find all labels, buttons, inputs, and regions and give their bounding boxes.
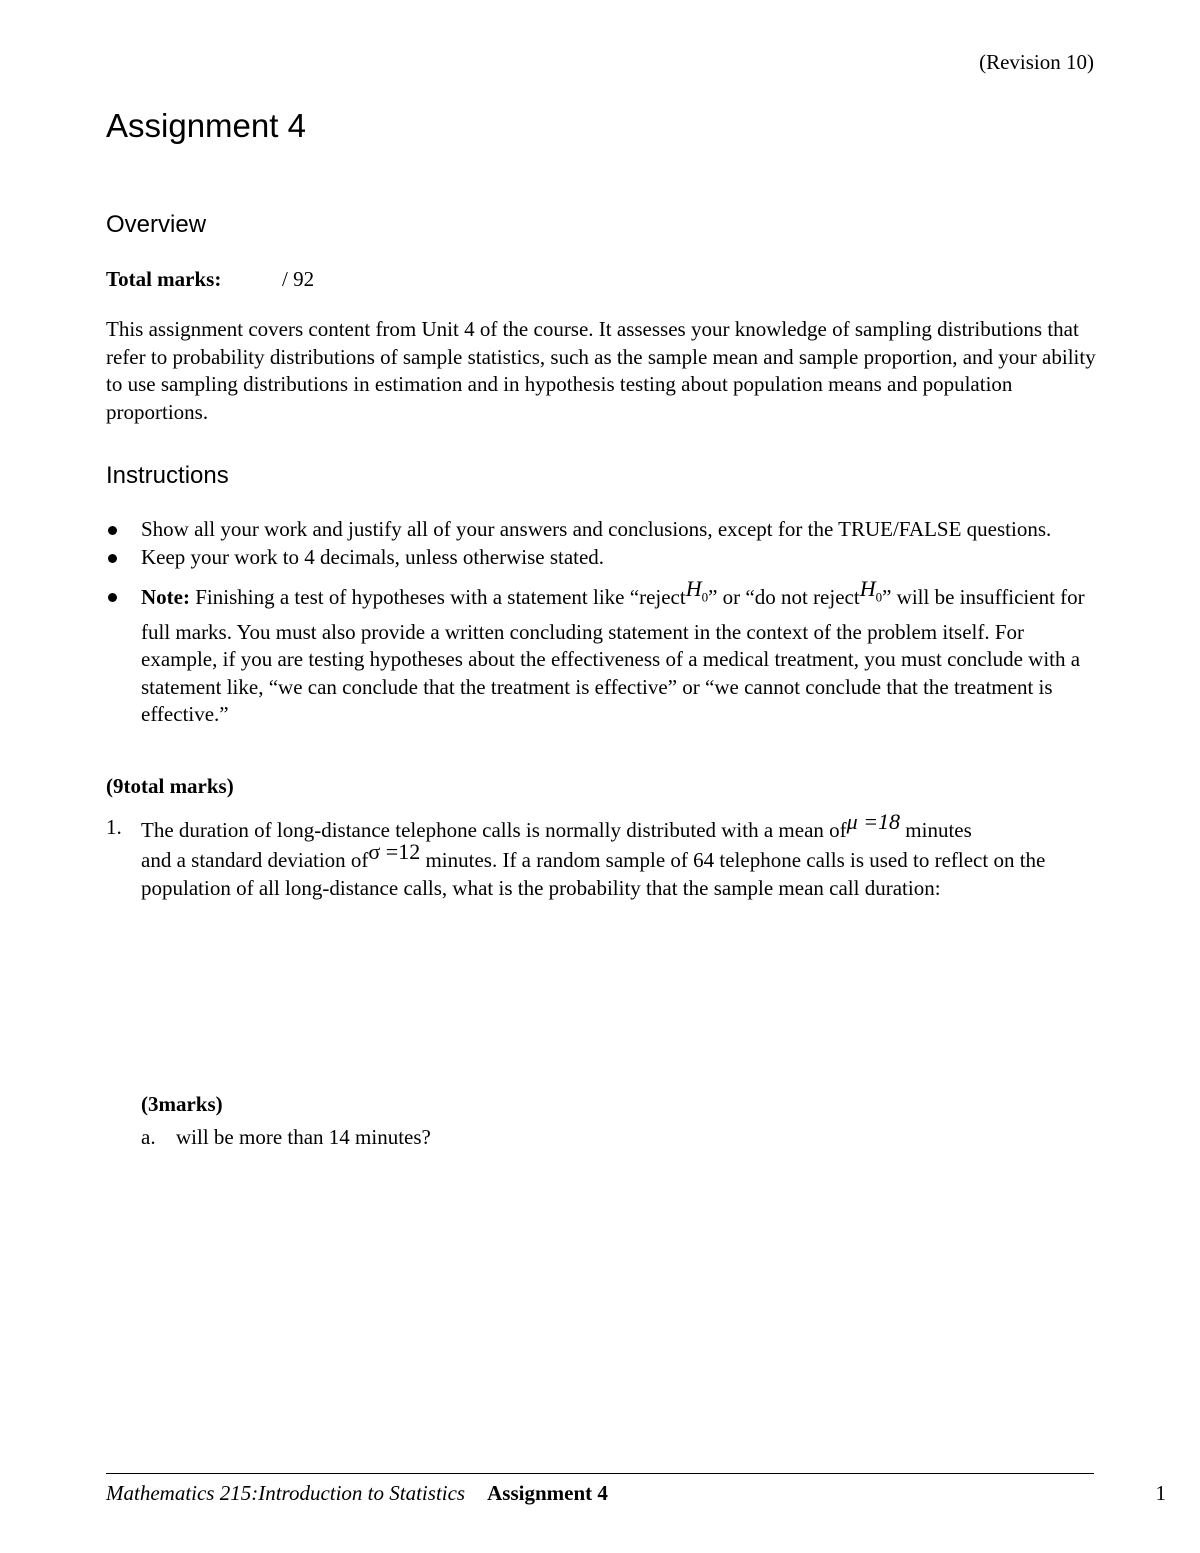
bullet-icon [108,593,117,602]
list-item: Keep your work to 4 decimals, unless otherwise stated. [106,544,1096,572]
list-item: Show all your work and justify all of your answers and conclusions, except for the TRUE/FALSE questions. [106,516,1096,544]
overview-heading: Overview [106,211,207,238]
h0-symbol: $H_0$ [685,576,709,605]
overview-paragraph: This assignment covers content from Unit 4 of the course. It assesses your knowledge of sampling distributions that refer to probability distributions of sample statistics, such as the sample mean and sample proportion, and your ability to use sampling distributions in estimation and in hypothesis testing about population means and population proportions. [106,317,1096,424]
bullet-icon [108,554,117,563]
bullet-icon [108,526,117,535]
question-text: The duration of long-distance telephone calls is normally distributed with a mean ofμ =18 minutes and a standard deviation ofσ =12 minutes. If a random sample of 64 telephone calls is used to reflect on the population of all long-distance calls, what is the probability that the sample mean call duration: [141,809,1046,900]
part-a-letter: a. [141,1125,156,1149]
footer-assignment: Assignment 4 [487,1481,608,1505]
question-1 [106,809,1096,902]
footer-course: Mathematics 215:Introduction to Statistics [106,1481,466,1505]
page-footer [106,1480,1166,1507]
part-a-marks: (3marks) [141,1092,223,1116]
total-marks [106,266,314,293]
question-number: 1. [106,815,122,839]
h0-symbol: $H_0$ [859,576,883,605]
mu-expression: μ =18 [846,809,901,834]
revision-label: (Revision 10) [979,50,1094,74]
question-total-marks: (9total marks) [106,774,234,798]
footer-divider [106,1473,1094,1474]
total-marks-label: Total marks: [106,267,222,291]
instructions-heading: Instructions [106,462,229,489]
note-item: Note: Finishing a test of hypotheses with a statement like “rejectH$_0$” or “do not rejectH$_0$” will be insufficient for full marks. You must also provide a written concluding statement in the context of the problem itself. For example, if you are testing hypotheses about the effectiveness of a medical treatment, you must conclude with a statement like, “we can conclude that the treatment is effective” or “we cannot conclude that the treatment is effective.” [106,583,1096,729]
page-title: Assignment 4 [106,107,306,144]
instructions-list [106,516,1096,729]
part-a-text: will be more than 14 minutes? [176,1125,431,1149]
total-marks-value: / 92 [282,267,315,291]
note-label: Note: [141,585,190,609]
page-number: 1 [1155,1481,1166,1505]
part-a [141,1124,431,1151]
sigma-expression: σ =12 [368,839,421,864]
